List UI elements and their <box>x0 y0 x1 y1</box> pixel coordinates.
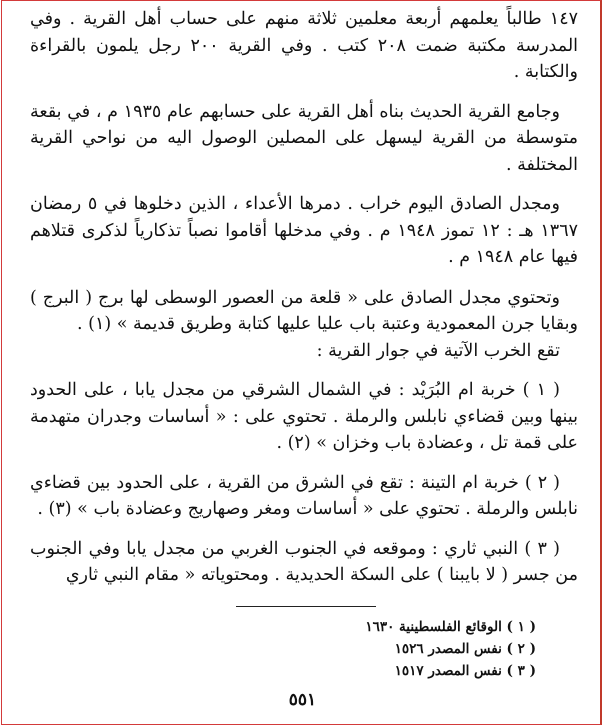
footnote-item: ( ٢ ) نفس المصدر ١٥٢٦ <box>394 641 536 657</box>
ruin-item: ( ١ ) خربة ام البُرَيْد : في الشمال الشرقي من مجدل يابا ، على الحدود بينها وبين قضاءي نابلس والرملة . تحتوي على : « أساسات وجدران متهدمة على قمة تل ، وعضادة باب وخزان » (٢) . <box>30 380 578 453</box>
page-number: ٥٥١ <box>288 690 317 710</box>
footnotes <box>236 616 536 682</box>
ruin-item: ( ٢ ) خربة ام التينة : تقع في الشرق من القرية ، على الحدود بين قضاءي نابلس والرملة . تحتوي على « أساسات ومغر وصهاريج وعضادة باب » (٣) . <box>30 472 578 519</box>
ruins-heading: تقع الخرب الآتية في جوار القرية : <box>316 340 560 361</box>
paragraph-mosque: وجامع القرية الحديث بناه أهل القرية على حسابهم عام ١٩٣٥ م ، في بقعة متوسطة من القرية ليسهل على المصلين الوصول اليه من نواحي القرية المختلفة . <box>30 101 578 175</box>
paragraph-students: ١٤٧ طالباً يعلمهم أربعة معلمين ثلاثة منهم على حساب أهل القرية . وفي المدرسة مكتبة ضمت ٢٠٨ كتب . وفي القرية ٢٠٠ رجل يلمون بالقراءة والكتابة . <box>30 9 579 82</box>
paragraph-destruction: ومجدل الصادق اليوم خراب . دمرها الأعداء ، الذين دخلوها في ٥ رمضان ١٣٦٧ هـ : ١٢ تموز ١٩٤٨ م . وفي مدخلها أقاموا نصباً تذكارياً لذكرى قتلاهم فيها عام ١٩٤٨ م . <box>30 194 578 267</box>
page-body <box>30 6 578 589</box>
paragraph-castle: وتحتوي مجدل الصادق على « قلعة من العصور الوسطى لها برج ( البرج ) وبقايا جرن المعمودية وعتبة باب عليا عليها كتابة وطريق قديمة » (١) . <box>30 287 578 334</box>
footnote-item: ( ٣ ) نفس المصدر ١٥١٧ <box>394 663 536 679</box>
ruin-item: ( ٣ ) النبي ثاري : وموقعه في الجنوب الغربي من مجدل يابا وفي الجنوب من جسر ( لا بايبنا ) على السكة الحديدية . ومحتوياته « مقام النبي ثاري <box>30 538 578 585</box>
footnote-item: ( ١ ) الوقائع الفلسطينية ١٦٣٠ <box>365 619 536 635</box>
footnote-divider <box>236 606 376 607</box>
